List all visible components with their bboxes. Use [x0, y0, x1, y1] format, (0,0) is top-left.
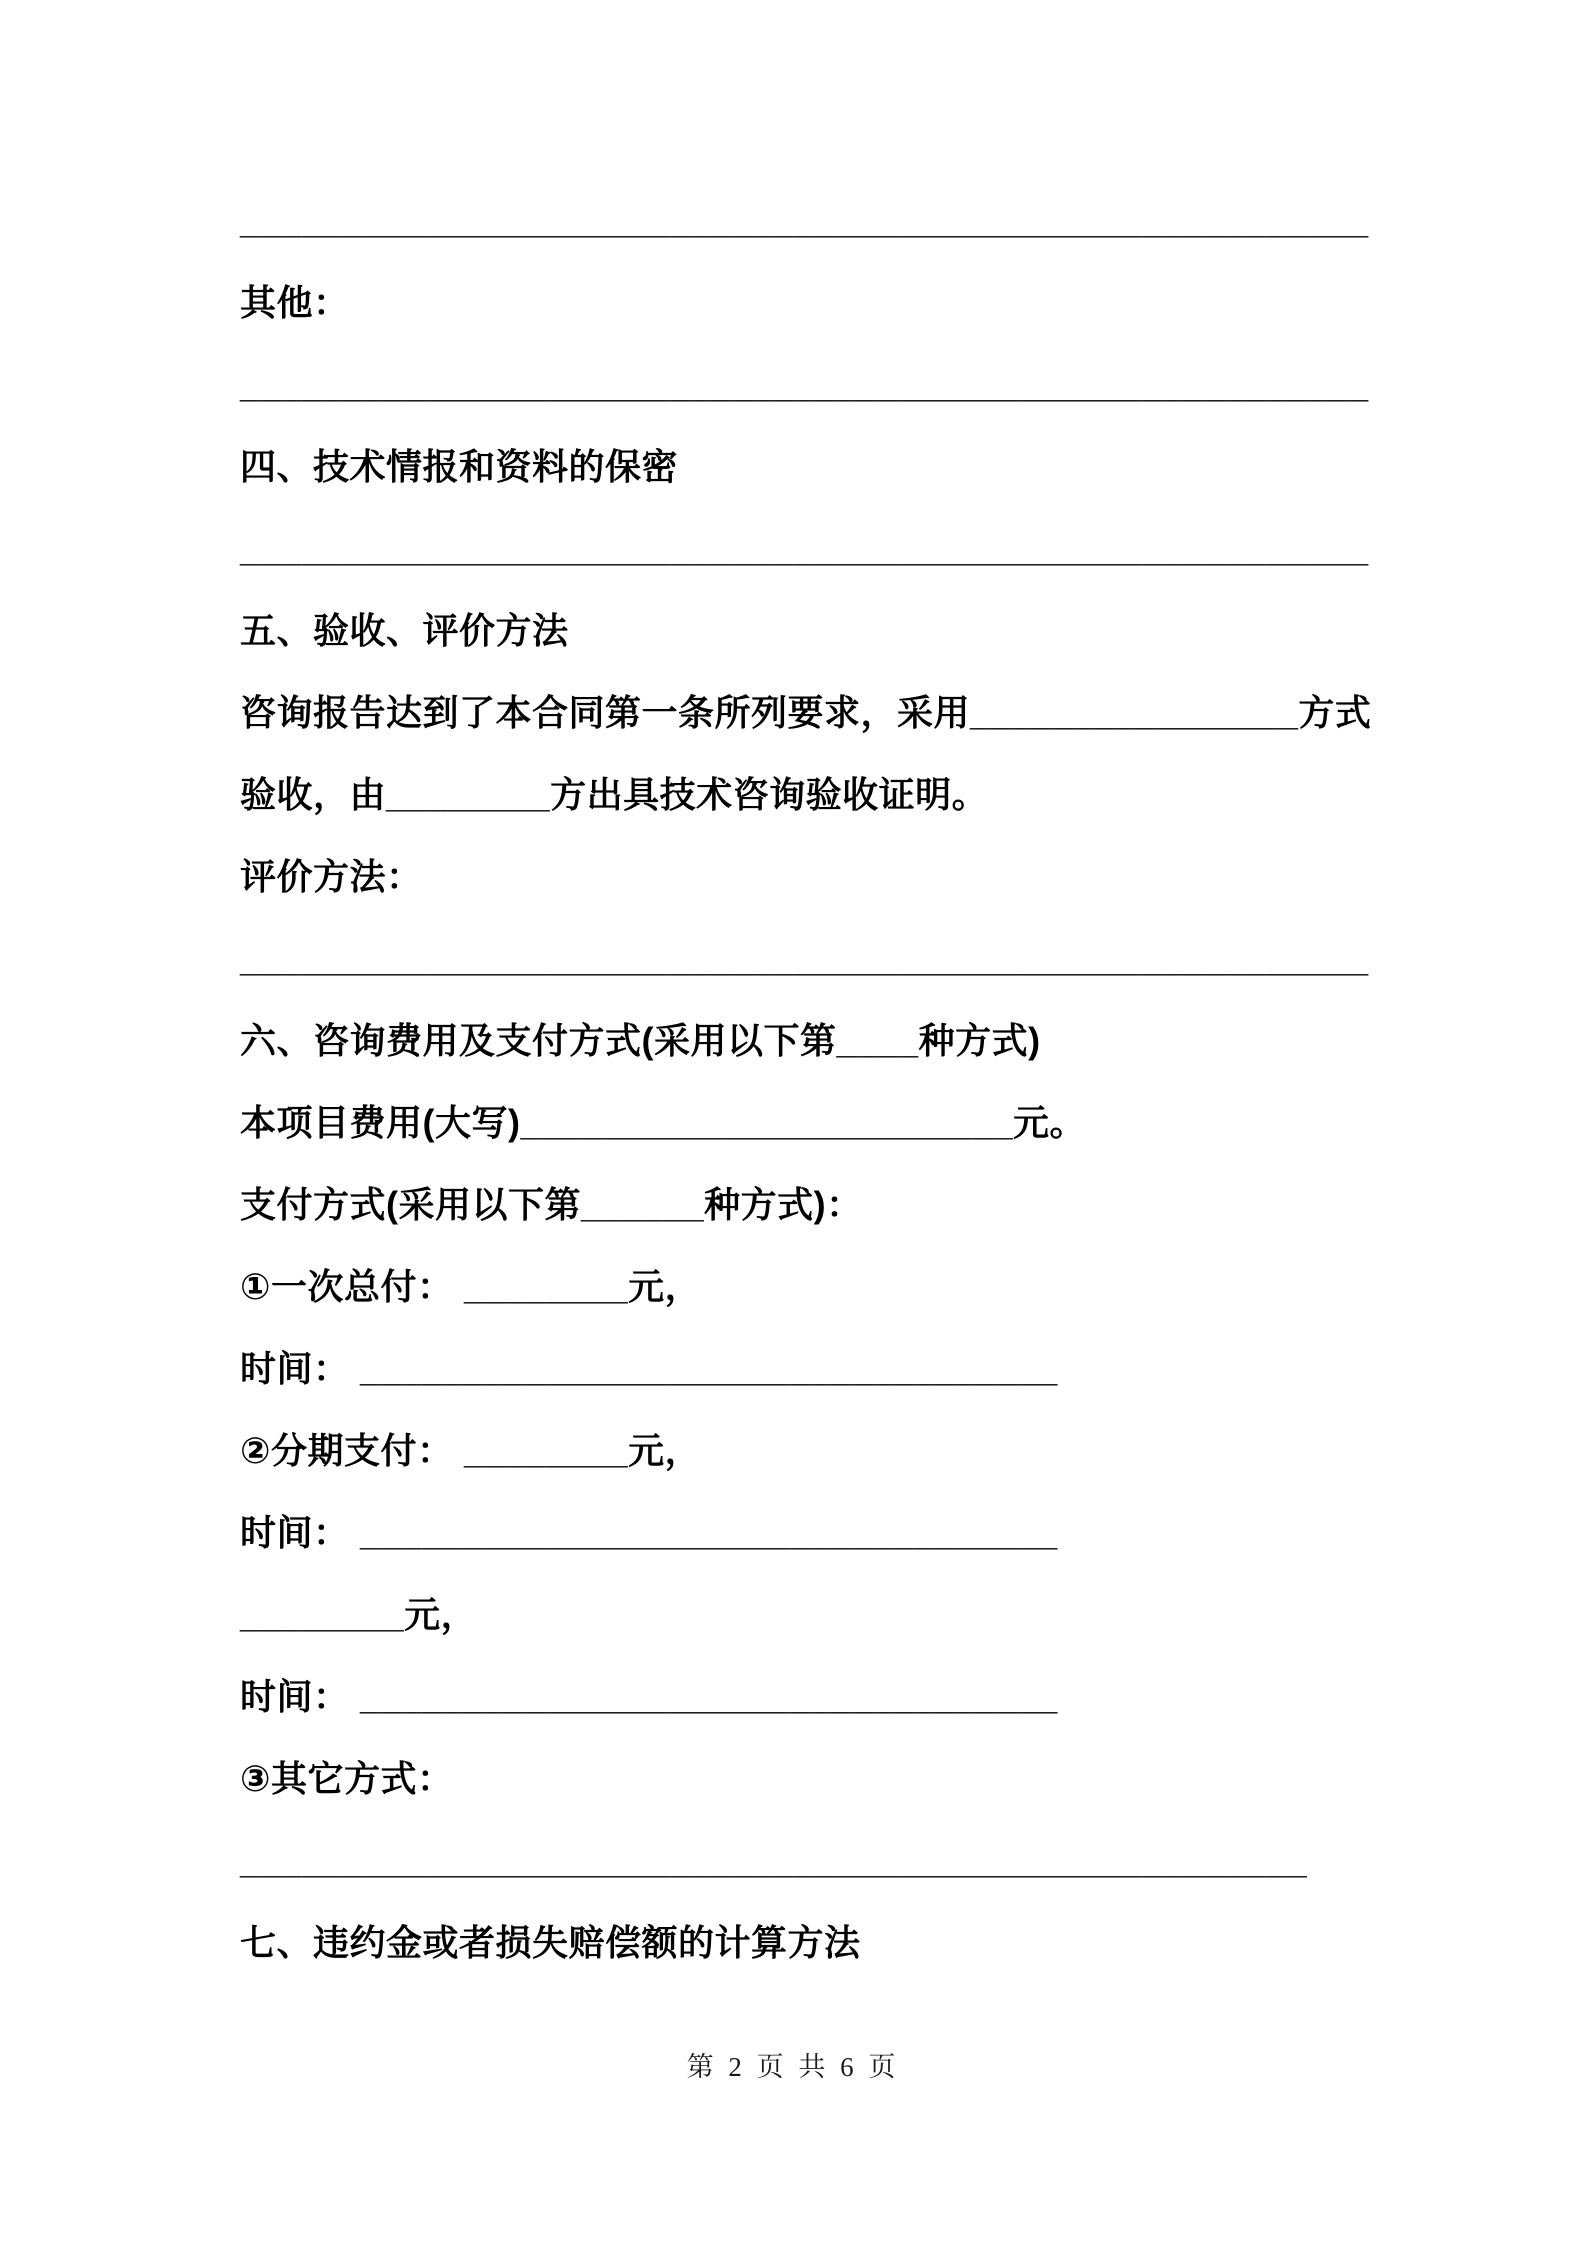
section-heading-6: 六、咨询费用及支付方式(采用以下第____种方式) — [240, 1020, 1041, 1061]
payment-option-1-line: ①一次总付： ________元， — [240, 1266, 702, 1307]
other-label: 其他： — [240, 282, 350, 323]
payment-method-line: 支付方式(采用以下第______种方式)： — [240, 1184, 863, 1225]
evaluation-method-label: 评价方法： — [240, 856, 423, 897]
separator-line: ____________________________________________________ — [240, 1840, 1308, 1881]
time-blank-line: 时间： __________________________________ — [240, 1512, 1058, 1553]
payment-option-3-line: ③其它方式： — [240, 1758, 454, 1799]
page-number-footer: 第 2 页 共 6 页 — [686, 2052, 900, 2082]
time-blank-line: 时间： __________________________________ — [240, 1676, 1058, 1717]
section-heading-4: 四、技术情报和资料的保密 — [240, 446, 679, 487]
installment-amount-line: ________元， — [240, 1594, 478, 1635]
section-heading-5: 五、验收、评价方法 — [240, 610, 569, 651]
separator-line: _______________________________________________________ — [240, 528, 1369, 569]
project-fee-line: 本项目费用(大写)________________________元。 — [240, 1102, 1086, 1143]
section-heading-7: 七、违约金或者损失赔偿额的计算方法 — [240, 1922, 861, 1963]
separator-line: _______________________________________________________ — [240, 938, 1369, 979]
separator-line: _______________________________________________________ — [240, 200, 1369, 241]
separator-line: _______________________________________________________ — [240, 364, 1369, 405]
document-body — [240, 180, 1466, 1984]
payment-option-2-line: ②分期支付： ________元， — [240, 1430, 702, 1471]
acceptance-method-line: 咨询报告达到了本合同第一条所列要求，采用________________方式 — [240, 692, 1372, 733]
acceptance-proof-line: 验收，由________方出具技术咨询验收证明。 — [240, 774, 989, 815]
time-blank-line: 时间： __________________________________ — [240, 1348, 1058, 1389]
